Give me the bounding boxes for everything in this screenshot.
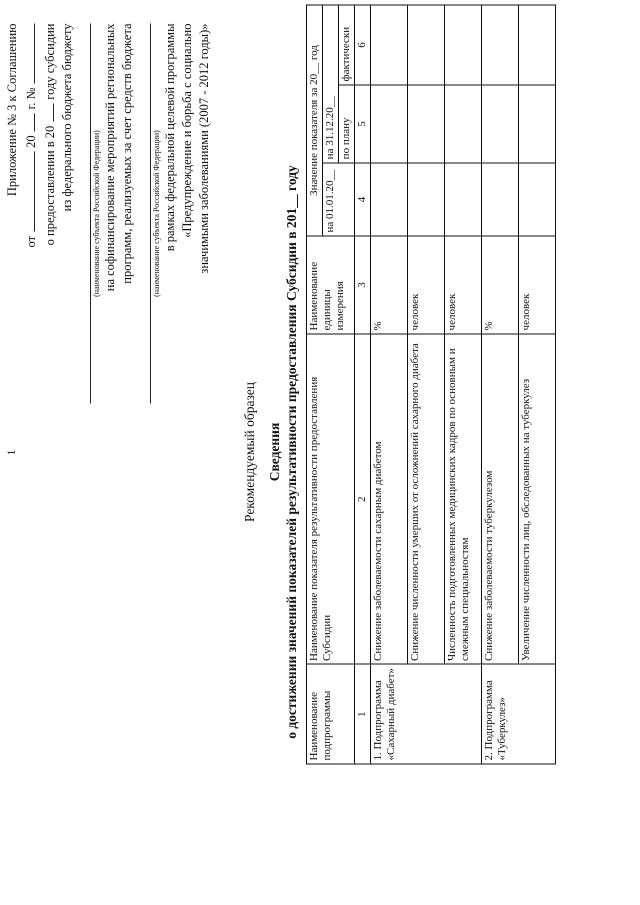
document-type-label: Рекомендуемый образец — [242, 382, 257, 523]
appendix-line7: в рамках федеральной целевой программы — [163, 23, 177, 252]
appendix-line5: на софинансирование мероприятий региональных — [103, 23, 117, 292]
value-cell — [408, 5, 445, 85]
appendix-line8: «Предупреждение и борьба с социально — [180, 23, 194, 238]
header-planned: по плану — [339, 85, 355, 163]
region-fill-line-1 — [78, 24, 91, 404]
value-cell — [408, 85, 445, 163]
header-value-group: Значение показателя за 20__ год — [307, 5, 323, 236]
header-subprogram: Наименование подпрограммы — [307, 665, 355, 765]
appendix-from: от — [24, 235, 38, 248]
table-row — [445, 5, 482, 764]
appendix-line6: программ, реализуемых за счет средств бюджета — [120, 23, 134, 284]
column-number: 2 — [355, 334, 371, 665]
date-blank — [21, 152, 35, 232]
indicator-cell: Численность подготовленных медицинских кадров по основным и смежным специальностям — [445, 334, 482, 665]
document-title-block — [266, 0, 300, 905]
header-on-date1: на 01.01.20__ — [323, 163, 355, 236]
unit-cell: человек — [519, 236, 556, 334]
column-number: 3 — [355, 236, 371, 334]
indicator-cell: Снижение заболеваемости туберкулезом — [482, 334, 519, 665]
value-cell — [482, 85, 519, 163]
region-fill-line-2 — [138, 24, 151, 404]
appendix-year-prefix: 20 — [24, 135, 38, 148]
appendix-line3-suffix: году субсидии — [43, 23, 57, 100]
value-cell — [482, 163, 519, 236]
appendix-year-suffix: г. № — [24, 87, 38, 110]
appendix-date-line — [21, 24, 40, 404]
document-subtitle: о достижении значений показателей результативности предоставления Субсидии в 201__ году — [284, 165, 299, 739]
column-number: 5 — [355, 85, 371, 163]
value-cell — [371, 85, 408, 163]
header-indicator: Наименование показателя результативности предоставления Субсидии — [307, 334, 355, 665]
page-number: 1 — [4, 449, 18, 456]
value-cell — [519, 5, 556, 85]
header-actual: фактически — [339, 5, 355, 85]
header-on-date2: на 31.12.20__ — [323, 5, 339, 163]
table-row — [371, 5, 408, 764]
unit-cell: человек — [445, 236, 482, 334]
column-number: 1 — [355, 665, 371, 765]
value-cell — [371, 163, 408, 236]
table-row — [519, 5, 556, 764]
subprogram-cell: 1. Подпрограмма «Сахарный диабет» — [371, 665, 482, 765]
value-cell — [445, 5, 482, 85]
region-note-2: (наименование субъекта Российской Федерации) — [152, 130, 161, 297]
value-cell — [482, 5, 519, 85]
value-cell — [408, 163, 445, 236]
appendix-line1: Приложение № 3 к Соглашению — [5, 23, 19, 197]
appendix-line9: значимыми заболеваниями (2007 - 2012 годы)» — [197, 23, 211, 274]
value-cell — [445, 163, 482, 236]
table-row — [408, 5, 445, 764]
value-cell — [519, 163, 556, 236]
column-number: 6 — [355, 5, 371, 85]
year-blank — [21, 113, 35, 131]
appendix-header — [4, 24, 213, 404]
table-header-row — [307, 5, 323, 764]
year-blank-2 — [40, 104, 54, 122]
column-numbers-row — [355, 5, 371, 764]
unit-cell: человек — [408, 236, 445, 334]
indicator-cell: Снижение заболеваемости сахарным диабетом — [371, 334, 408, 665]
appendix-line4: из федерального бюджета бюджету — [60, 23, 74, 212]
indicators-table — [306, 5, 556, 765]
indicator-cell: Снижение численности умерших от осложнений сахарного диабета — [408, 334, 445, 665]
value-cell — [371, 5, 408, 85]
appendix-line3 — [40, 24, 59, 404]
indicator-cell: Увеличение численности лиц, обследованных на туберкулез — [519, 334, 556, 665]
region-note-1: (наименование субъекта Российской Федерации) — [92, 130, 101, 297]
header-unit: Наименование единицы измерения — [307, 236, 355, 334]
unit-cell: % — [371, 236, 408, 334]
value-cell — [445, 85, 482, 163]
number-blank — [21, 24, 35, 84]
value-cell — [519, 85, 556, 163]
column-number: 4 — [355, 163, 371, 236]
appendix-line3-prefix: о предоставлении в 20 — [43, 125, 57, 246]
unit-cell: % — [482, 236, 519, 334]
subprogram-cell: 2. Подпрограмма «Туберкулез» — [482, 665, 556, 765]
document-title: Сведения — [267, 422, 282, 482]
table-row — [482, 5, 519, 764]
